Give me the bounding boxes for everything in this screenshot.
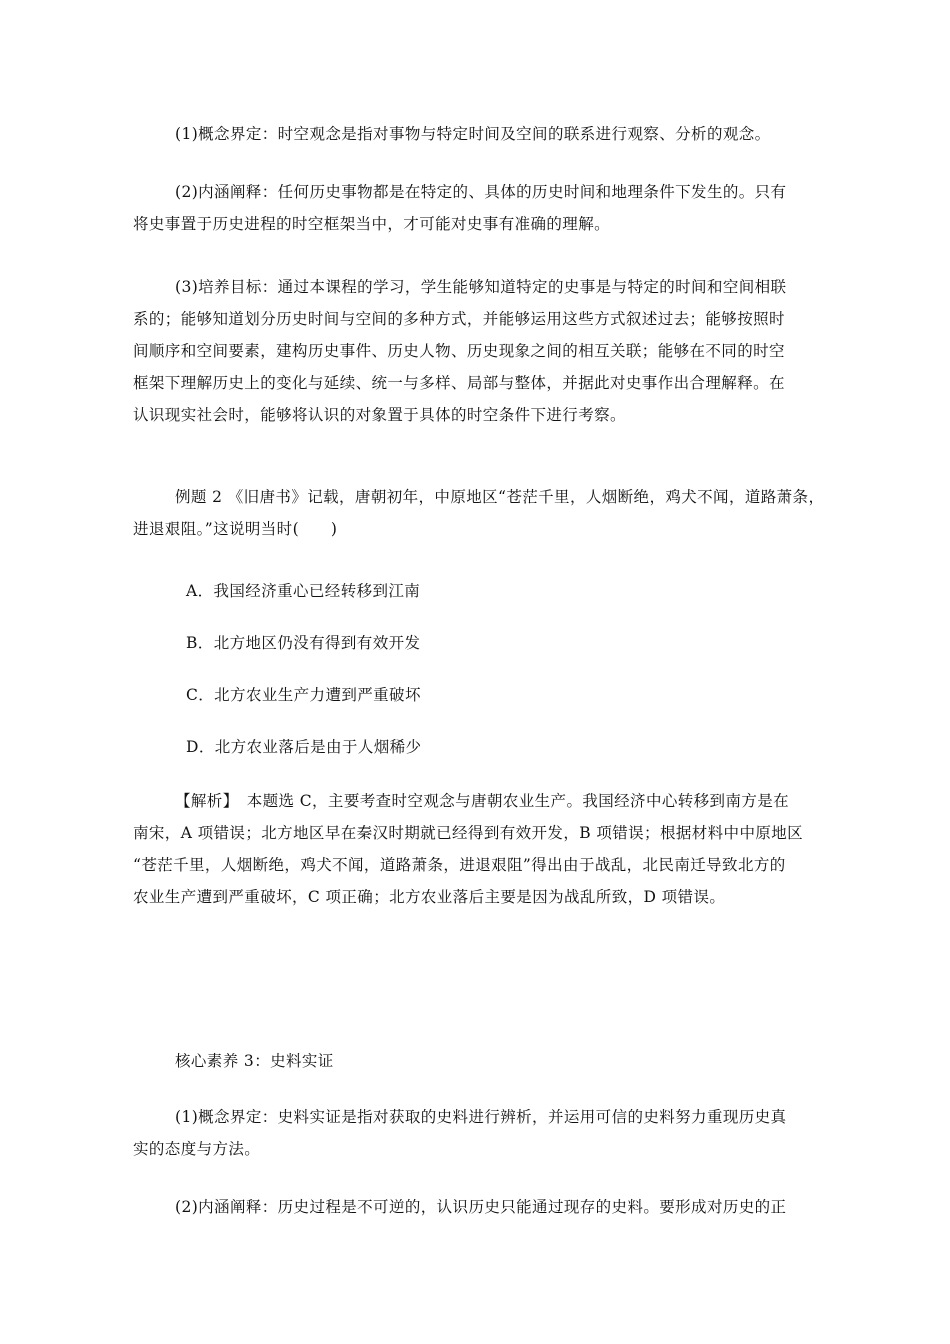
training-goal-paragraph bbox=[133, 271, 823, 431]
evidence-connotation-paragraph bbox=[133, 1191, 823, 1223]
paragraph-line: (1)概念界定：史料实证是指对获取的史料进行辨析，并运用可信的史料努力重现历史真 bbox=[175, 1108, 787, 1126]
paragraph-line: 系的；能够知道划分历史时间与空间的多种方式，并能够运用这些方式叙述过去；能够按照时 bbox=[133, 310, 785, 328]
connotation-paragraph bbox=[133, 176, 823, 240]
paragraph-line: 间顺序和空间要素，建构历史事件、历史人物、历史现象之间的相互关联；能够在不同的时空 bbox=[133, 342, 785, 360]
paragraph-line: 实的态度与方法。 bbox=[133, 1140, 261, 1158]
analysis-line: 南宋，A 项错误；北方地区早在秦汉时期就已经得到有效开发，B 项错误；根据材料中中原地区 bbox=[133, 824, 804, 842]
example-question bbox=[133, 481, 823, 545]
analysis-line: “苍茫千里，人烟断绝，鸡犬不闻，道路萧条，进退艰阻”得出由于战乱，北民南迁导致北方的 bbox=[133, 856, 786, 874]
paragraph-line: 将史事置于历史进程的时空框架当中，才可能对史事有准确的理解。 bbox=[133, 215, 611, 233]
section-heading bbox=[133, 1045, 823, 1077]
concept-definition-paragraph bbox=[133, 118, 823, 150]
analysis-line: 农业生产遭到严重破坏，C 项正确；北方农业落后主要是因为战乱所致，D 项错误。 bbox=[133, 888, 726, 906]
paragraph-line: (2)内涵阐释：历史过程是不可逆的，认识历史只能通过现存的史料。要形成对历史的正 bbox=[175, 1198, 787, 1216]
option-a: A．我国经济重心已经转移到江南 bbox=[186, 582, 421, 600]
paragraph-line: 框架下理解历史上的变化与延续、统一与多样、局部与整体，并据此对史事作出合理解释。在 bbox=[133, 374, 785, 392]
evidence-definition-paragraph bbox=[133, 1101, 823, 1165]
option-b: B．北方地区仍没有得到有效开发 bbox=[186, 634, 421, 652]
question-line: 例题 2 《旧唐书》记载，唐朝初年，中原地区“苍茫千里，人烟断绝，鸡犬不闻，道路萧条， bbox=[175, 488, 825, 506]
analysis-line: 【解析】 本题选 C，主要考查时空观念与唐朝农业生产。我国经济中心转移到南方是在 bbox=[175, 792, 790, 810]
paragraph-line: 认识现实社会时，能够将认识的对象置于具体的时空条件下进行考察。 bbox=[133, 406, 626, 424]
section-title: 核心素养 3：史料实证 bbox=[175, 1052, 334, 1070]
option-d: D．北方农业落后是由于人烟稀少 bbox=[186, 738, 422, 756]
paragraph-line: (2)内涵阐释：任何历史事物都是在特定的、具体的历史时间和地理条件下发生的。只有 bbox=[175, 183, 787, 201]
question-line: 进退艰阻。”这说明当时( ) bbox=[133, 520, 338, 538]
option-c: C．北方农业生产力遭到严重破坏 bbox=[186, 686, 421, 704]
analysis-paragraph bbox=[133, 785, 823, 913]
paragraph-line: (3)培养目标：通过本课程的学习，学生能够知道特定的史事是与特定的时间和空间相联 bbox=[175, 278, 787, 296]
paragraph-line: (1)概念界定：时空观念是指对事物与特定时间及空间的联系进行观察、分析的观念。 bbox=[175, 125, 771, 143]
